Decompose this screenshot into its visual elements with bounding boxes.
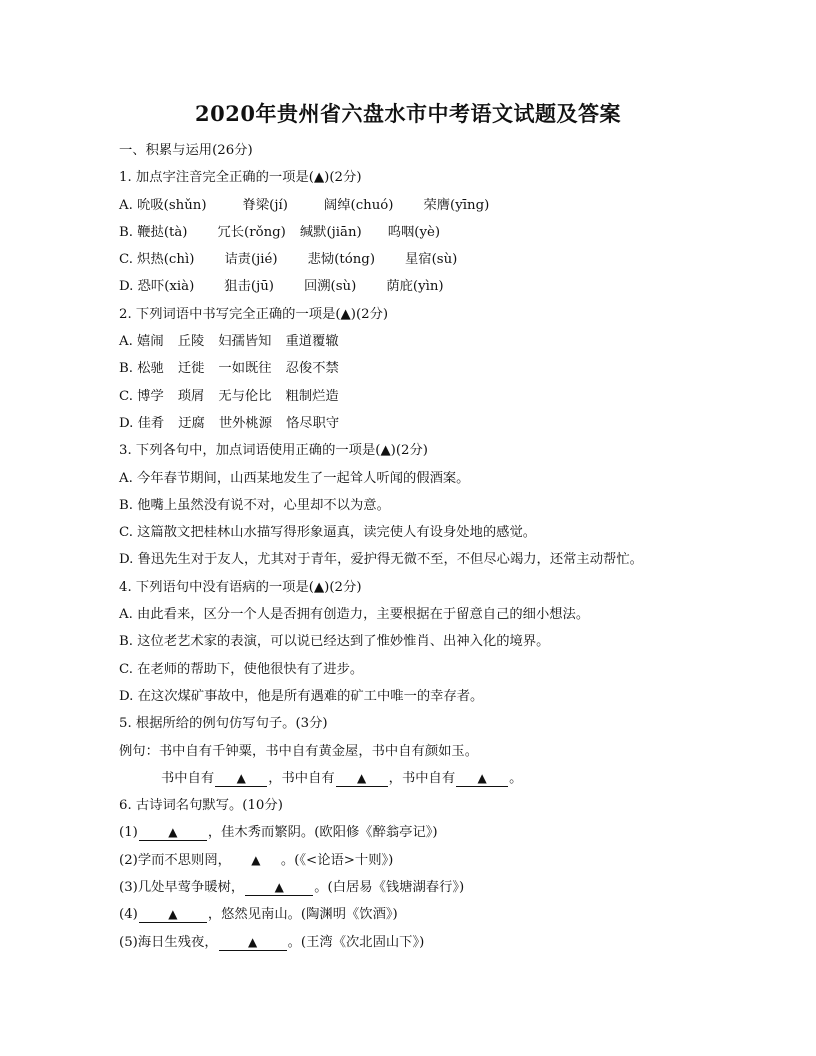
q6-5-pre: (5)海日生残夜， [119,934,218,950]
q1-d-w1: D. 恐吓(xià) [119,279,195,295]
q4-option-c: C. 在老师的帮助下，使他很快有了进步。 [119,661,364,677]
q3-option-d: D. 鲁迅先生对于友人，尤其对于青年，爱护得无微不至，不但尽心竭力，还常主动帮忙。 [119,552,643,568]
q1-a-w2: 脊梁(jí) [242,197,288,213]
answer-blank[interactable] [245,880,313,896]
q3-option-a: A. 今年春节期间，山西某地发生了一起耸人听闻的假酒案。 [119,470,470,486]
q6-5-rest: 。(王湾《次北固山下》) [287,934,425,950]
question-2-stem: 2. 下列词语中书写完全正确的一项是(▲)(2分) [119,306,389,322]
question-5-stem: 5. 根据所给的例句仿写句子。(3分) [119,716,328,732]
page-title: 2020年贵州省六盘水市中考语文试题及答案 [195,101,621,126]
triangle-icon: ▲ [357,770,367,785]
q1-a-w3: 阔绰(chuó) [323,197,394,213]
q1-option-c [119,246,779,273]
question-1-stem: 1. 加点字注音完全正确的一项是(▲)(2分) [119,170,362,186]
triangle-icon: ▲ [477,770,487,785]
q6-item-2 [119,847,779,874]
q5-example: 例句：书中自有千钟粟，书中自有黄金屋，书中自有颜如玉。 [119,743,479,759]
q2-d-w4: 恪尽职守 [286,415,340,431]
q2-b-w2: 迁徙 [177,361,205,377]
q3-option-c: C. 这篇散文把桂林山水描写得形象逼真，读完使人有设身处地的感觉。 [119,525,537,541]
q2-option-a [119,328,779,355]
triangle-icon: ▲ [274,880,284,895]
answer-blank[interactable] [139,907,207,923]
q6-1-rest: ，佳木秀而繁阴。(欧阳修《醉翁亭记》) [207,825,438,841]
q1-d-w3: 回溯(sù) [303,279,357,295]
q2-d-w1: D. 佳肴 [119,415,165,431]
q1-a-w1: A. 吮吸(shǔn) [119,197,207,213]
answer-blank[interactable] [232,853,280,868]
q6-3-pre: (3)几处早莺争暖树， [119,880,245,896]
q5-middle-2: ，书中自有 [388,770,456,786]
q6-item-1 [119,819,779,846]
q2-c-w3: 无与伦比 [218,388,272,404]
q6-item-3 [119,874,779,901]
q1-d-w4: 荫庇(yìn) [386,279,444,295]
q2-d-w2: 迂腐 [178,415,205,431]
q2-a-w3: 妇孺皆知 [218,334,272,350]
q4-option-b: B. 这位老艺术家的表演，可以说已经达到了惟妙惟肖、出神入化的境界。 [119,634,550,650]
q2-b-w1: B. 松驰 [119,361,164,377]
answer-blank[interactable] [336,771,388,787]
triangle-icon: ▲ [236,770,246,785]
q2-b-w4: 忍俊不禁 [285,361,339,377]
answer-blank[interactable] [456,771,508,787]
q6-item-4 [119,901,779,928]
q1-c-w3: 悲恸(tóng) [307,252,376,268]
triangle-icon: ▲ [168,825,178,840]
q1-c-w4: 星宿(sù) [405,252,458,268]
q1-a-w4: 荣膺(yīng) [423,197,490,213]
q1-b-w1: B. 鞭挞(tà) [119,224,188,240]
q3-option-b: B. 他嘴上虽然没有说不对，心里却不以为意。 [119,497,390,513]
question-3-stem: 3. 下列各句中，加点词语使用正确的一项是(▲)(2分) [119,443,428,459]
q2-b-w3: 一如既往 [218,361,272,377]
q6-1-num: (1) [119,825,138,841]
q1-b-w3: 缄默(jiān) [299,224,362,240]
q6-2-rest: 。(《<论语>十则》) [280,852,394,868]
q1-option-b [119,219,779,246]
q2-a-w4: 重道覆辙 [285,334,339,350]
q4-option-a: A. 由此看来，区分一个人是否拥有创造力，主要根据在于留意自己的细小想法。 [119,607,590,623]
q1-option-d [119,273,779,300]
q1-b-w4: 呜咽(yè) [387,224,441,240]
exam-body [119,137,779,956]
triangle-icon: ▲ [168,907,178,922]
q2-d-w3: 世外桃源 [218,415,273,431]
q2-option-b [119,355,779,382]
q1-c-w2: 诘责(jié) [224,252,278,268]
q4-option-d: D. 在这次煤矿事故中，他是所有遇难的矿工中唯一的幸存者。 [119,688,484,704]
q2-a-w1: A. 嬉闹 [119,334,164,350]
q6-4-num: (4) [119,907,138,923]
question-6-stem: 6. 古诗词名句默写。(10分) [119,798,283,814]
q5-prefix: 书中自有 [161,770,215,786]
q2-c-w1: C. 博学 [119,388,164,404]
q2-c-w2: 琐屑 [177,388,205,404]
q1-c-w1: C. 炽热(chì) [119,252,195,268]
triangle-icon: ▲ [248,934,258,949]
q6-item-5 [119,929,779,956]
q2-option-c [119,383,779,410]
q1-d-w2: 狙击(jū) [224,279,274,295]
q2-c-w4: 粗制烂造 [285,388,339,404]
answer-blank[interactable] [215,771,267,787]
q6-4-rest: ，悠然见南山。(陶渊明《饮酒》) [207,907,398,923]
q1-b-w2: 冗长(rǒng) [217,224,286,240]
q2-option-d [119,410,779,437]
answer-blank[interactable] [139,825,207,841]
q5-middle-1: ，书中自有 [268,770,335,786]
answer-blank[interactable] [219,935,287,951]
q5-answer-line [119,765,779,792]
q1-option-a [119,192,779,219]
section-heading: 一、积累与运用(26分) [119,143,253,158]
q2-a-w2: 丘陵 [177,334,205,350]
question-4-stem: 4. 下列语句中没有语病的一项是(▲)(2分) [119,579,362,595]
q6-2-pre: (2)学而不思则罔， [119,852,231,868]
q6-3-rest: 。(白居易《钱塘湖春行》) [314,880,465,896]
triangle-icon: ▲ [251,852,261,867]
q5-end: 。 [509,770,523,786]
